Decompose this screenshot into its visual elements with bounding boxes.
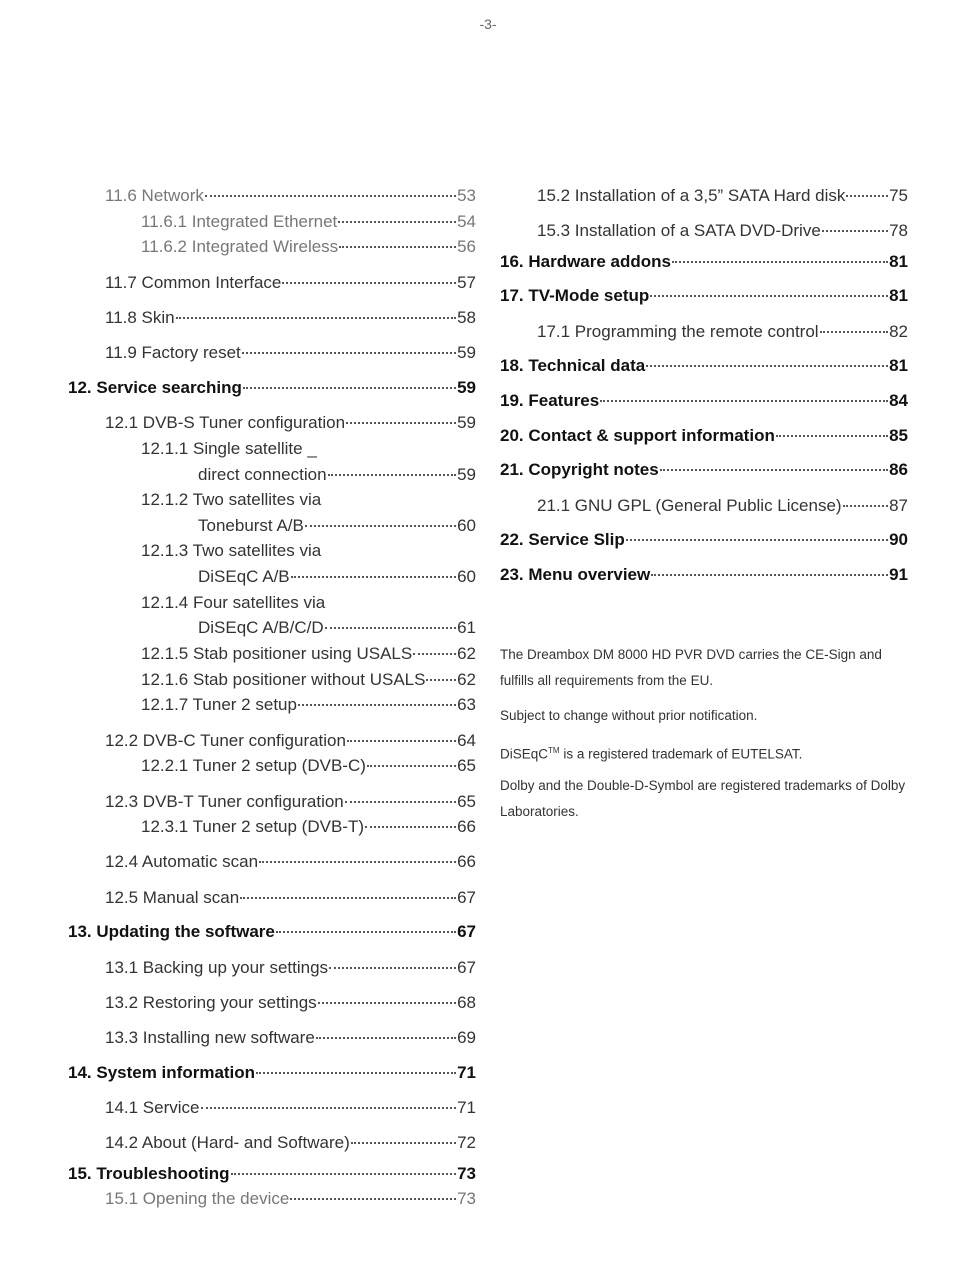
toc-page-number: 81: [889, 252, 908, 271]
toc-page-number: 63: [457, 695, 476, 714]
toc-leader-dots: [820, 331, 888, 333]
toc-section-entry[interactable]: [141, 644, 476, 664]
toc-page-number: 75: [889, 186, 908, 205]
toc-section-entry[interactable]: [105, 1189, 476, 1209]
toc-chapter-entry[interactable]: [68, 378, 476, 398]
toc-page-number: 67: [457, 888, 476, 907]
toc-page-number: 67: [457, 922, 476, 941]
toc-page-number: 84: [889, 391, 908, 410]
toc-entry-label: 21. Copyright notes: [500, 460, 659, 479]
toc-leader-dots: [201, 1107, 457, 1109]
toc-leader-dots: [256, 1072, 456, 1074]
toc-entry-label: 19. Features: [500, 391, 600, 410]
toc-entry-label: 12. Service searching: [68, 378, 242, 397]
toc-page-number: 71: [457, 1063, 476, 1082]
toc-leader-dots: [259, 861, 456, 863]
toc-entry-label: 17. TV-Mode setup: [500, 286, 650, 305]
diseqc-trademark-text: is a registered trademark of EUTELSAT.: [559, 746, 803, 762]
toc-section-entry[interactable]: [105, 993, 476, 1013]
toc-leader-dots: [651, 574, 888, 576]
toc-entry-label: 23. Menu overview: [500, 565, 651, 584]
toc-section-entry[interactable]: [105, 343, 476, 363]
toc-section-entry[interactable]: [105, 958, 476, 978]
toc-section-entry[interactable]: [537, 322, 908, 342]
toc-page-number: 56: [457, 237, 476, 256]
toc-leader-dots: [843, 505, 889, 507]
toc-entry-label: 18. Technical data: [500, 356, 646, 375]
toc-entry-label: 22. Service Slip: [500, 530, 625, 549]
toc-chapter-entry[interactable]: [500, 252, 908, 272]
diseqc-trademark-note: [500, 738, 910, 768]
diseqc-name: DiSEqC: [500, 746, 549, 762]
toc-page-number: 60: [457, 516, 476, 535]
toc-entry-label: 12.1.5 Stab positioner using USALS: [141, 644, 413, 663]
toc-entry-label: 13.2 Restoring your settings: [105, 993, 317, 1012]
toc-chapter-entry[interactable]: [500, 530, 908, 550]
toc-section-entry[interactable]: [105, 731, 476, 751]
toc-entry-label: 17.1 Programming the remote control: [537, 322, 819, 341]
toc-page-number: 68: [457, 993, 476, 1012]
toc-page-number: 64: [457, 731, 476, 750]
toc-entry-label: 16. Hardware addons: [500, 252, 672, 271]
toc-entry-label: 12.1.3 Two satellites via: [141, 541, 322, 560]
toc-section-entry[interactable]: [141, 593, 476, 613]
toc-entry-label: 11.6.1 Integrated Ethernet: [141, 212, 338, 231]
toc-page-number: 73: [457, 1164, 476, 1183]
toc-section-entry[interactable]: [105, 1133, 476, 1153]
toc-page-number: 61: [457, 618, 476, 637]
ce-sign-note: The Dreambox DM 8000 HD PVR DVD carries the CE-Sign and fulfills all requirements from the EU.: [500, 647, 882, 688]
toc-page-number: 59: [457, 465, 476, 484]
toc-section-entry[interactable]: [105, 1098, 476, 1118]
toc-section-entry[interactable]: [141, 439, 476, 459]
toc-leader-dots: [240, 897, 456, 899]
toc-entry-label: 12.5 Manual scan: [105, 888, 240, 907]
toc-entry-label: 12.1 DVB-S Tuner configuration: [105, 413, 346, 432]
toc-entry-label: 15.2 Installation of a 3,5” SATA Hard disk: [537, 186, 846, 205]
toc-entry-label: 12.1.4 Four satellites via: [141, 593, 326, 612]
toc-leader-dots: [290, 1198, 456, 1200]
toc-leader-dots: [276, 931, 456, 933]
toc-page-number: 73: [457, 1189, 476, 1208]
toc-chapter-entry[interactable]: [68, 922, 476, 942]
toc-entry-label: Toneburst A/B: [198, 516, 304, 535]
toc-leader-dots: [345, 801, 456, 803]
toc-entry-label: 13. Updating the software: [68, 922, 275, 941]
toc-leader-dots: [205, 195, 456, 197]
toc-entry-label: 11.7 Common Interface: [105, 273, 282, 292]
toc-leader-dots: [413, 653, 456, 655]
toc-leader-dots: [346, 422, 456, 424]
toc-page-number: 69: [457, 1028, 476, 1047]
toc-entry-label: 11.6.2 Integrated Wireless: [141, 237, 339, 256]
page-number: -3-: [479, 16, 497, 32]
toc-leader-dots: [600, 400, 888, 402]
toc-chapter-entry[interactable]: [500, 286, 908, 306]
toc-page-number: 59: [457, 343, 476, 362]
toc-entry-label: 14.1 Service: [105, 1098, 200, 1117]
toc-leader-dots: [347, 740, 456, 742]
toc-section-entry[interactable]: [105, 1028, 476, 1048]
toc-entry-label: 20. Contact & support information: [500, 426, 775, 445]
toc-page-number: 53: [457, 186, 476, 205]
toc-section-entry[interactable]: [141, 670, 476, 690]
toc-page-number: 66: [457, 852, 476, 871]
toc-section-entry[interactable]: [105, 308, 476, 328]
toc-page-number: 65: [457, 756, 476, 775]
toc-section-entry[interactable]: [141, 237, 476, 257]
toc-entry-label: 15. Troubleshooting: [68, 1164, 230, 1183]
toc-page-number: 81: [889, 286, 908, 305]
toc-entry-label: 11.6 Network: [105, 186, 204, 205]
toc-entry-label: 12.1.1 Single satellite _: [141, 439, 317, 458]
toc-entry-label: 13.1 Backing up your settings: [105, 958, 329, 977]
toc-leader-dots: [351, 1142, 456, 1144]
toc-leader-dots: [325, 627, 456, 629]
toc-page-number: 59: [457, 413, 476, 432]
toc-section-entry[interactable]: [141, 695, 476, 715]
toc-page-number: 62: [457, 670, 476, 689]
toc-section-entry[interactable]: [141, 756, 476, 776]
toc-page-number: 86: [889, 460, 908, 479]
toc-entry-label: 12.1.7 Tuner 2 setup: [141, 695, 297, 714]
toc-page-number: 82: [889, 322, 908, 341]
toc-leader-dots: [672, 261, 888, 263]
toc-leader-dots: [822, 230, 888, 232]
toc-section-entry[interactable]: [141, 490, 476, 510]
toc-leader-dots: [305, 525, 456, 527]
toc-page-number: 62: [457, 644, 476, 663]
toc-leader-dots: [626, 539, 888, 541]
toc-page-number: 60: [457, 567, 476, 586]
toc-section-entry[interactable]: [537, 221, 908, 241]
toc-page-number: 78: [889, 221, 908, 240]
toc-leader-dots: [846, 195, 888, 197]
toc-section-entry[interactable]: [105, 792, 476, 812]
toc-section-entry[interactable]: [105, 852, 476, 872]
toc-chapter-entry[interactable]: [68, 1063, 476, 1083]
toc-entry-label: DiSEqC A/B/C/D: [198, 618, 324, 637]
toc-page-number: 91: [889, 565, 908, 584]
toc-section-entry[interactable]: [141, 212, 476, 232]
toc-entry-label: 12.1.2 Two satellites via: [141, 490, 322, 509]
toc-entry-label: 15.3 Installation of a SATA DVD-Drive: [537, 221, 821, 240]
toc-page-number: 67: [457, 958, 476, 977]
toc-entry-label: 12.2 DVB-C Tuner configuration: [105, 731, 346, 750]
toc-entry-label: 14. System information: [68, 1063, 256, 1082]
toc-leader-dots: [650, 295, 888, 297]
toc-page-number: 57: [457, 273, 476, 292]
toc-page-number: 90: [889, 530, 908, 549]
toc-page-number: 65: [457, 792, 476, 811]
toc-entry-label: 12.4 Automatic scan: [105, 852, 259, 871]
toc-chapter-entry[interactable]: [500, 565, 908, 585]
toc-chapter-entry[interactable]: [500, 460, 908, 480]
toc-entry-label: 12.3 DVB-T Tuner configuration: [105, 792, 344, 811]
toc-entry-label: 12.1.6 Stab positioner without USALS: [141, 670, 426, 689]
toc-section-entry[interactable]: [105, 186, 476, 206]
toc-leader-dots: [367, 765, 456, 767]
toc-leader-dots: [328, 474, 457, 476]
toc-entry-label: 11.9 Factory reset: [105, 343, 241, 362]
toc-section-entry[interactable]: [141, 541, 476, 561]
toc-leader-dots: [316, 1037, 456, 1039]
toc-leader-dots: [646, 365, 888, 367]
toc-leader-dots: [660, 469, 888, 471]
toc-section-entry[interactable]: [198, 516, 476, 536]
toc-leader-dots: [776, 435, 888, 437]
toc-page-number: 58: [457, 308, 476, 327]
toc-entry-label: 21.1 GNU GPL (General Public License): [537, 496, 842, 515]
toc-page-number: 66: [457, 817, 476, 836]
toc-section-entry[interactable]: [105, 273, 476, 293]
toc-page-number: 71: [457, 1098, 476, 1117]
dolby-trademark-note: Dolby and the Double-D-Symbol are registered trademarks of Dolby Laboratories.: [500, 778, 906, 819]
toc-entry-label: 13.3 Installing new software: [105, 1028, 315, 1047]
toc-entry-label: 12.2.1 Tuner 2 setup (DVB-C): [141, 756, 366, 775]
toc-page-number: 87: [889, 496, 908, 515]
toc-section-entry[interactable]: [198, 465, 476, 485]
toc-leader-dots: [176, 317, 456, 319]
toc-chapter-entry[interactable]: [500, 391, 908, 411]
toc-entry-label: DiSEqC A/B: [198, 567, 290, 586]
trademark-sup: TM: [548, 746, 560, 755]
toc-section-entry[interactable]: [198, 567, 476, 587]
toc-page-number: 59: [457, 378, 476, 397]
toc-chapter-entry[interactable]: [500, 356, 908, 376]
toc-leader-dots: [231, 1173, 457, 1175]
toc-page-number: 85: [889, 426, 908, 445]
toc-section-entry[interactable]: [105, 413, 476, 433]
toc-entry-label: 12.3.1 Tuner 2 setup (DVB-T): [141, 817, 364, 836]
toc-entry-label: direct connection: [198, 465, 327, 484]
toc-leader-dots: [282, 282, 456, 284]
toc-page-number: 81: [889, 356, 908, 375]
toc-section-entry[interactable]: [537, 186, 908, 206]
toc-section-entry[interactable]: [105, 888, 476, 908]
toc-leader-dots: [243, 387, 456, 389]
toc-leader-dots: [338, 221, 456, 223]
toc-entry-label: 11.8 Skin: [105, 308, 175, 327]
toc-leader-dots: [242, 352, 456, 354]
toc-section-entry[interactable]: [141, 817, 476, 837]
toc-leader-dots: [365, 826, 456, 828]
toc-entry-label: 15.1 Opening the device: [105, 1189, 290, 1208]
toc-leader-dots: [298, 704, 456, 706]
toc-chapter-entry[interactable]: [68, 1164, 476, 1184]
toc-leader-dots: [291, 576, 456, 578]
toc-leader-dots: [329, 967, 456, 969]
toc-section-entry[interactable]: [537, 496, 908, 516]
toc-chapter-entry[interactable]: [500, 426, 908, 446]
toc-page-number: 72: [457, 1133, 476, 1152]
toc-leader-dots: [339, 246, 456, 248]
change-notice: Subject to change without prior notification.: [500, 708, 758, 723]
toc-page-number: 54: [457, 212, 476, 231]
toc-section-entry[interactable]: [198, 618, 476, 638]
toc-entry-label: 14.2 About (Hard- and Software): [105, 1133, 350, 1152]
toc-leader-dots: [318, 1002, 456, 1004]
toc-leader-dots: [426, 679, 456, 681]
